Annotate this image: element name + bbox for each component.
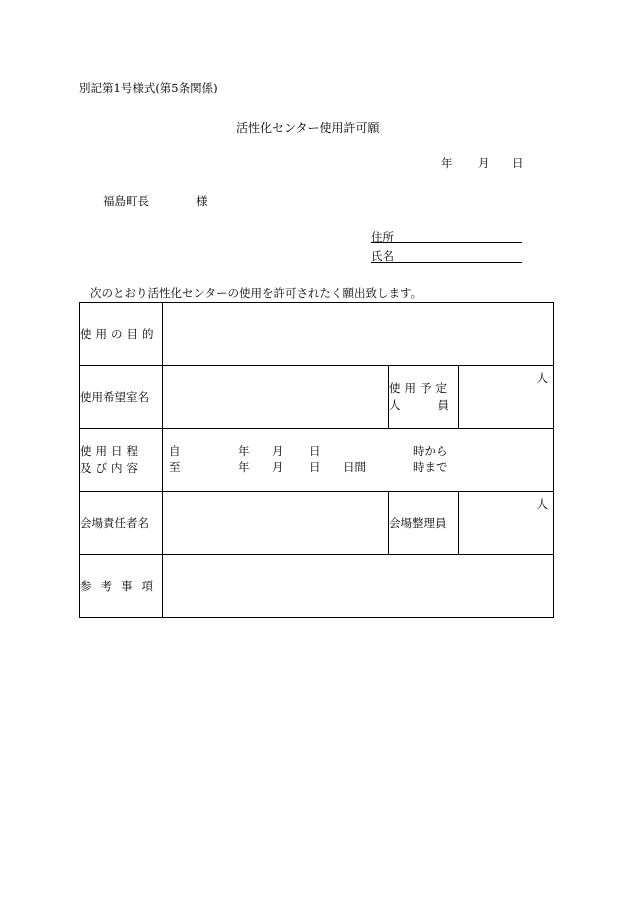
from-month-label: 月 bbox=[272, 444, 284, 458]
from-year-label: 年 bbox=[238, 444, 250, 458]
date-year-label: 年 bbox=[441, 156, 453, 170]
time-from-label: 時から bbox=[413, 444, 448, 458]
to-label: 至 bbox=[169, 460, 181, 474]
address-label: 住所 bbox=[371, 230, 394, 244]
expected-count-field[interactable] bbox=[459, 366, 554, 429]
schedule-field[interactable] bbox=[163, 429, 554, 492]
name-label: 氏名 bbox=[371, 249, 394, 263]
form-reference: 別記第1号様式(第5条関係) bbox=[79, 81, 218, 95]
application-table bbox=[79, 302, 554, 618]
schedule-row bbox=[80, 429, 554, 492]
purpose-row bbox=[80, 303, 554, 366]
organizer-unit: 人 bbox=[536, 497, 549, 511]
date-day-label: 日 bbox=[512, 156, 524, 170]
manager-field[interactable] bbox=[163, 492, 389, 555]
schedule-label-line1: 使用日程 bbox=[80, 444, 142, 458]
expected-count-label bbox=[389, 366, 459, 429]
remarks-row bbox=[80, 555, 554, 618]
to-day-label: 日 bbox=[309, 460, 321, 474]
to-month-label: 月 bbox=[272, 460, 284, 474]
document-title: 活性化センター使用許可願 bbox=[236, 121, 380, 135]
organizer-field[interactable] bbox=[459, 492, 554, 555]
address-field[interactable] bbox=[371, 228, 522, 243]
expected-count-line2 bbox=[389, 397, 449, 414]
expected-count-unit: 人 bbox=[536, 371, 549, 385]
room-row bbox=[80, 366, 554, 429]
purpose-field[interactable] bbox=[163, 303, 554, 366]
name-field[interactable] bbox=[371, 248, 522, 263]
intro-text: 次のとおり活性化センターの使用を許可されたく願出致します。 bbox=[90, 286, 423, 300]
addressee: 福島町長 bbox=[103, 194, 149, 208]
from-label: 自 bbox=[169, 444, 181, 458]
manager-label: 会場責任者名 bbox=[80, 492, 163, 555]
room-field[interactable] bbox=[163, 366, 389, 429]
date-month-label: 月 bbox=[478, 156, 490, 170]
expected-count-char-b: 員 bbox=[437, 398, 449, 412]
remarks-label: 参考事項 bbox=[80, 555, 163, 618]
room-label: 使用希望室名 bbox=[80, 366, 163, 429]
manager-row bbox=[80, 492, 554, 555]
expected-count-char-a: 人 bbox=[389, 398, 401, 412]
honorific: 様 bbox=[196, 194, 208, 208]
to-year-label: 年 bbox=[238, 460, 250, 474]
schedule-label-line2: 及び内容 bbox=[80, 461, 142, 475]
schedule-label bbox=[80, 429, 163, 492]
purpose-label: 使用の目的 bbox=[80, 303, 163, 366]
expected-count-line1: 使用予定 bbox=[389, 381, 451, 395]
days-count-label: 日間 bbox=[343, 460, 366, 474]
time-until-label: 時まで bbox=[413, 460, 448, 474]
from-day-label: 日 bbox=[309, 444, 321, 458]
organizer-label: 会場整理員 bbox=[389, 492, 459, 555]
remarks-field[interactable] bbox=[163, 555, 554, 618]
